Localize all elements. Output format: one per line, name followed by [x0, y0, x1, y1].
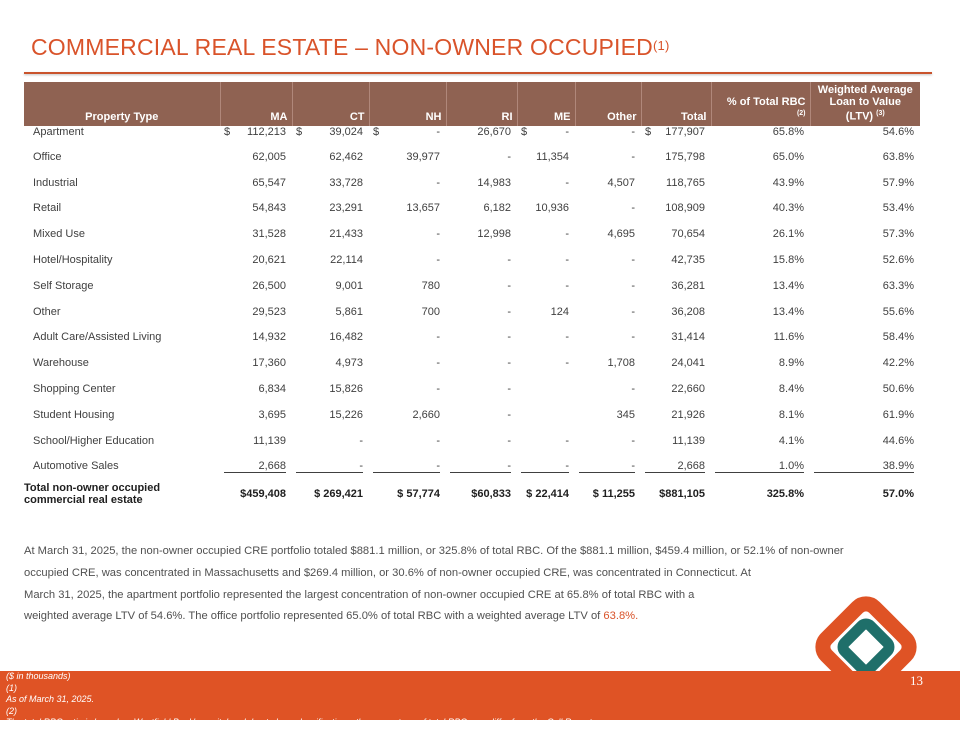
cell-nh: -: [436, 331, 440, 344]
table-row: [24, 273, 920, 299]
total-nh: $ 57,774: [397, 488, 440, 501]
cell-total: 11,139: [672, 434, 705, 447]
cell-ma: 65,547: [252, 176, 286, 189]
cell-me: [517, 402, 575, 428]
total-other: $ 11,255: [592, 488, 635, 501]
cell-me: 10,936: [535, 202, 569, 215]
cell-ri: 12,998: [477, 228, 511, 241]
cell-nh: -: [436, 434, 440, 447]
table-row: [24, 144, 920, 170]
cell-total: 118,765: [666, 176, 705, 189]
table-row: [24, 247, 920, 273]
cell-me: -: [565, 434, 569, 447]
cell-pct: 65.8%: [772, 126, 804, 138]
table-row: [24, 221, 920, 247]
row-property-type: Warehouse: [33, 357, 89, 370]
cell-pct: 13.4%: [772, 305, 804, 318]
cell-total: 70,654: [671, 228, 705, 241]
page-title-footnote-ref: (1): [653, 38, 670, 53]
cell-ct: 15,226: [329, 408, 363, 421]
narrative-line-4: weighted average LTV of 54.6%. The office portfolio represented 65.0% of total RBC with a weighted average LTV of 63.8%.: [24, 610, 639, 623]
cell-total: $ 177,907: [645, 126, 705, 138]
row-property-type: Apartment: [33, 126, 84, 138]
cell-nh: 39,977: [406, 150, 440, 163]
cell-pct: 26.1%: [772, 228, 804, 241]
cell-pct: 15.8%: [772, 254, 804, 267]
cell-other: -: [631, 383, 635, 396]
cell-ma: 17,360: [252, 357, 286, 370]
westfield-diamond-logo-icon: [800, 575, 940, 685]
cell-total: 42,735: [671, 254, 705, 267]
cell-ri: 14,983: [477, 176, 511, 189]
cell-ri: 6,182: [483, 202, 511, 215]
dollar-sign: $: [521, 126, 528, 138]
cell-me: -: [565, 228, 569, 241]
title-divider: [24, 72, 932, 74]
header-ri: RI: [446, 82, 517, 126]
cell-ct: 5,861: [335, 305, 363, 318]
total-pct-rbc: 325.8%: [766, 488, 804, 501]
row-property-type: Office: [33, 150, 62, 163]
cell-pct: 40.3%: [772, 202, 804, 215]
row-property-type: Self Storage: [33, 279, 94, 292]
header-total: Total: [641, 82, 711, 126]
row-property-type: Industrial: [33, 176, 78, 189]
narrative-accent-value: 63.8%.: [603, 610, 639, 623]
table-row: [24, 428, 920, 454]
cell-ma: $ 112,213: [224, 126, 286, 138]
cell-ct: 4,973: [335, 357, 363, 370]
table-row: [24, 376, 920, 402]
cell-other: 345: [616, 408, 635, 421]
cell-ltv: 42.2%: [882, 357, 914, 370]
total-ma: $459,408: [240, 488, 286, 501]
page-title-text: COMMERCIAL REAL ESTATE – NON-OWNER OCCUPIED: [31, 34, 653, 60]
cell-ltv: 57.9%: [882, 176, 914, 189]
header-me: ME: [517, 82, 575, 126]
cell-ma: 20,621: [252, 254, 286, 267]
cell-ct: 22,114: [330, 254, 363, 267]
table-row: [24, 454, 920, 480]
row-property-type: Student Housing: [33, 408, 115, 421]
narrative-line-2: occupied CRE, was concentrated in Massachusetts and $269.4 million, or 30.6% of non-owner occupied CRE, was concentrated in Connecticut. At: [24, 566, 751, 579]
dollar-sign: $: [645, 126, 652, 138]
cell-ma: 2,668: [220, 454, 292, 480]
cell-total: 2,668: [641, 454, 711, 480]
total-ri: $60,833: [471, 488, 511, 501]
cell-other: -: [631, 150, 635, 163]
header-other: Other: [575, 82, 641, 126]
cell-ltv: 57.3%: [882, 228, 914, 241]
cell-other: -: [631, 331, 635, 344]
cell-other: -: [631, 279, 635, 292]
cell-ma: 11,139: [253, 434, 286, 447]
table-total-row: [24, 479, 920, 509]
header-nh: NH: [369, 82, 446, 126]
cell-me: -: [517, 454, 575, 480]
total-label: Total non-owner occupied commercial real estate: [24, 482, 161, 507]
row-property-type: Mixed Use: [33, 228, 85, 241]
cell-ct: 16,482: [329, 331, 363, 344]
cell-other: -: [631, 434, 635, 447]
cell-other: -: [575, 454, 641, 480]
cell-ri: -: [507, 357, 511, 370]
cell-ltv: 58.4%: [882, 331, 914, 344]
cell-me: -: [565, 254, 569, 267]
total-ct: $ 269,421: [314, 488, 363, 501]
cell-ltv: 55.6%: [882, 305, 914, 318]
footnotes: [6, 671, 594, 752]
row-property-type: Hotel/Hospitality: [33, 254, 113, 267]
page-title: [31, 34, 670, 61]
cell-ri: -: [446, 454, 517, 480]
cell-ltv: 53.4%: [882, 202, 914, 215]
table-row: [24, 299, 920, 325]
header-ct: CT: [292, 82, 369, 126]
cell-ri: -: [507, 434, 511, 447]
cell-pct: 8.9%: [778, 357, 804, 370]
cell-ltv: 63.3%: [882, 279, 914, 292]
cell-ma: 6,834: [258, 383, 286, 396]
header-pct-rbc: % of Total RBC $^{(2)}$: [711, 82, 810, 126]
cell-ct: 33,728: [329, 176, 363, 189]
cell-ct: 21,433: [329, 228, 363, 241]
cell-other: 4,695: [607, 228, 635, 241]
cell-total: 22,660: [671, 383, 705, 396]
row-property-type: Retail: [33, 202, 62, 215]
cell-ma: 31,528: [252, 228, 286, 241]
cell-nh: 2,660: [412, 408, 440, 421]
cell-ct: 62,462: [329, 150, 363, 163]
cell-nh: -: [436, 357, 440, 370]
cell-ma: 14,932: [252, 331, 286, 344]
cell-me: 124: [550, 305, 569, 318]
dollar-sign: $: [373, 126, 380, 138]
cell-ct: 9,001: [335, 279, 363, 292]
cell-ma: 62,005: [252, 150, 286, 163]
table-row: [24, 402, 920, 428]
cell-pct: 8.1%: [778, 408, 804, 421]
logo-teal-frame: [841, 622, 892, 673]
cell-ltv: 52.6%: [882, 254, 914, 267]
cell-me: [517, 376, 575, 402]
row-property-type: Automotive Sales: [33, 460, 119, 473]
cell-pct: 1.0%: [711, 454, 810, 480]
header-ma: MA: [220, 82, 292, 126]
cell-nh: -: [369, 454, 446, 480]
cell-me: 11,354: [536, 150, 569, 163]
cre-table: [24, 82, 920, 509]
cell-pct: 65.0%: [772, 150, 804, 163]
cell-ct: 23,291: [329, 202, 363, 215]
cell-ma: 29,523: [252, 305, 286, 318]
footnote-1: (1) As of March 31, 2025.: [6, 682, 95, 704]
page-number: 13: [910, 673, 923, 688]
cell-other: -: [631, 254, 635, 267]
cell-nh: 700: [421, 305, 440, 318]
cell-pct: 43.9%: [772, 176, 804, 189]
cell-nh: -: [436, 176, 440, 189]
cell-nh: -: [436, 254, 440, 267]
cell-nh: -: [436, 228, 440, 241]
footnote-units: ($ in thousands): [6, 671, 71, 681]
cell-total: 175,798: [665, 150, 705, 163]
cell-ma: 54,843: [252, 202, 286, 215]
cell-nh: -: [436, 383, 440, 396]
cell-other: -: [631, 202, 635, 215]
cell-ltv: 44.6%: [882, 434, 914, 447]
table-row: [24, 126, 920, 144]
table-row: [24, 170, 920, 196]
table-row: [24, 350, 920, 376]
cell-nh: 780: [421, 279, 440, 292]
total-total: $881,105: [659, 488, 705, 501]
cell-ltv: 63.8%: [882, 150, 914, 163]
cell-ct: $ 39,024: [296, 126, 363, 138]
cell-other: -: [631, 305, 635, 318]
cell-me: -: [565, 331, 569, 344]
cell-total: 36,208: [671, 305, 705, 318]
header-weighted-ltv: Weighted Average Loan to Value (LTV) $^{(3)}$: [810, 82, 920, 126]
cell-ct: 15,826: [329, 383, 363, 396]
cell-pct: 11.6%: [773, 331, 804, 344]
narrative-line-1: At March 31, 2025, the non-owner occupied CRE portfolio totaled $881.1 million, or 325.8% of total RBC. Of the $881.1 million, $459.4 million, or 52.1% of non-owner: [24, 545, 844, 557]
cell-total: 24,041: [671, 357, 705, 370]
cell-pct: 13.4%: [772, 279, 804, 292]
footer-bar: [0, 671, 960, 750]
cell-pct: 4.1%: [778, 434, 804, 447]
cell-total: 36,281: [671, 279, 705, 292]
cell-ma: 26,500: [252, 279, 286, 292]
cell-ct: -: [292, 454, 369, 480]
cell-other: 4,507: [607, 176, 635, 189]
cell-other: -: [631, 126, 635, 138]
table-row: [24, 325, 920, 351]
cell-me: -: [565, 357, 569, 370]
cell-ri: -: [507, 254, 511, 267]
footnote-2: (2) The total RBC ratio is based on Westfield Bank's capital and due to loan classifications, the percentage of total RBC may differ from the Call Report.: [6, 705, 595, 727]
row-property-type: Adult Care/Assisted Living: [33, 331, 162, 344]
cell-ri: -: [507, 150, 511, 163]
cell-ri: -: [507, 279, 511, 292]
narrative-line-3: March 31, 2025, the apartment portfolio represented the largest concentration of non-owner occupied CRE at 65.8% of total RBC with a: [24, 588, 695, 601]
row-property-type: School/Higher Education: [33, 434, 155, 447]
table-row: [24, 196, 920, 222]
total-me: $ 22,414: [526, 488, 569, 501]
cell-me: -: [565, 279, 569, 292]
cell-other: 1,708: [607, 357, 635, 370]
cell-ma: 3,695: [258, 408, 286, 421]
cell-pct: 8.4%: [778, 383, 804, 396]
cell-ltv: 38.9%: [810, 454, 920, 480]
total-ltv: 57.0%: [882, 488, 914, 501]
header-property-type: Property Type: [24, 82, 220, 126]
dollar-sign: $: [296, 126, 303, 138]
cell-ltv: 61.9%: [882, 408, 914, 421]
cell-ri: -: [507, 408, 511, 421]
cell-ltv: 54.6%: [882, 126, 914, 138]
table-header-row: [24, 82, 920, 126]
cell-ri: -: [507, 331, 511, 344]
cell-ltv: 50.6%: [882, 383, 914, 396]
row-property-type: Other: [33, 305, 61, 318]
cell-nh: 13,657: [406, 202, 440, 215]
footnote-3: (3) Weighted average LTV is based on the original appraisal and the current loan balance.: [6, 728, 351, 750]
cell-nh: $ -: [373, 126, 440, 138]
cell-ri: -: [507, 305, 511, 318]
row-property-type: Shopping Center: [33, 383, 116, 396]
cell-ri: 26,670: [477, 126, 511, 138]
cell-total: 21,926: [671, 408, 705, 421]
cell-total: 31,414: [671, 331, 705, 344]
cell-ct: -: [359, 434, 363, 447]
cell-me: $ -: [521, 126, 569, 138]
cell-me: -: [565, 176, 569, 189]
cell-total: 108,909: [665, 202, 705, 215]
dollar-sign: $: [224, 126, 231, 138]
cell-ri: -: [507, 383, 511, 396]
